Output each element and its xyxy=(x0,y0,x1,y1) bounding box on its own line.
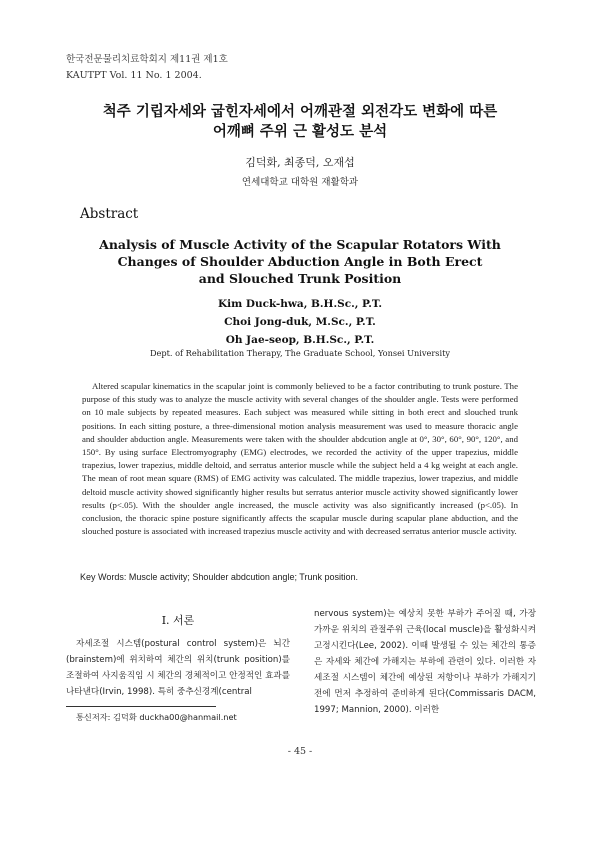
korean-title-line1: 척주 기립자세와 굽힌자세에서 어깨관절 외전각도 변화에 따른 xyxy=(102,103,498,120)
footnote-correspondence: 통신저자: 김덕화 duckha00@hanmail.net xyxy=(76,712,237,722)
page-number: - 45 - xyxy=(287,746,313,757)
english-title-line2: Changes of Shoulder Abduction Angle in Both Erect xyxy=(117,254,483,269)
section-heading-introduction: Ⅰ. 서론 xyxy=(161,614,195,627)
intro-text-right-column: nervous system)는 예상치 못한 부하가 주어질 때, 가장 가까운 위치의 관절주위 근육(local muscle)을 활성화시켜 고정시킨다(Lee, 2002). 이때 발생될 수 있는 체간의 통증은 자세와 체간에 가해지는 부하에 관련이 있다. 이러한 자세조절 시스템이 체간에 예상된 저항이나 부하가 가해지기 전에 먼저 추정하여 준비하게 된다(Commissaris DACM, 1997; Mannion, 2000). 이러한 xyxy=(314,609,536,715)
korean-authors: 김덕화, 최종덕, 오재섭 xyxy=(245,156,355,169)
journal-line-english: KAUTPT Vol. 11 No. 1 2004. xyxy=(66,70,202,81)
abstract-heading: Abstract xyxy=(80,206,139,222)
journal-line-korean: 한국전문물리치료학회지 제11권 제1호 xyxy=(66,54,228,65)
intro-text-left-column: 자세조절 시스템(postural control system)은 뇌간(brainstem)에 위치하여 체간의 위치(trunk position)를 조절하여 사지움직임 시 체간의 경체적이고 안정적인 효과를 나타낸다(Irvin, 1998). 특히 중추신경계(central xyxy=(66,639,290,697)
english-title xyxy=(60,236,540,287)
abstract-body: Altered scapular kinematics in the scapular joint is commonly believed to be a factor contributing to trunk posture. The purpose of this study was to analyze the muscle activity with several changes of the shoulder angle. Tests were performed on 10 male subjects by repeated measures. Each subject was measured while sitting in both erect and slouched trunk positions. In each sitting posture, a three-dimensional motion analysis measurement was used to measure thoracic angle and shoulder abduction angle. Measurements were taken with the shoulder abdcution angle at 0°, 30°, 60°, 90°, 120°, and 150°. By using surface Electromyography (EMG) electrodes, we recorded the activity of the upper trapezius, middle trapezius, lower trapezius, middle deltoid, and serratus anterior muscle while the subject held a 4 kg weight at each angle. The mean of root mean square (RMS) of EMG activity was calculated. The middle trapezius, lower trapezius, and middle deltoid muscle activity showed significantly higher results but serratus anterior muscle activity showed significantly lower results (p<.05). With the shoulder angle increased, the muscle activity was also significantly increased (p<.05). In conclusion, the thoracic spine posture significantly affects the scapular muscle during scapular plane abduction, and the slouched posture is associated with increased trapezius muscle activity and with decreased serratus anterior muscle activity. xyxy=(82,381,518,537)
english-affiliation: Dept. of Rehabilitation Therapy, The Graduate School, Yonsei University xyxy=(149,348,451,358)
english-title-line1: Analysis of Muscle Activity of the Scapular Rotators With xyxy=(99,237,501,252)
english-author-1: Kim Duck-hwa, B.H.Sc., P.T. xyxy=(218,298,382,310)
english-title-line3: and Slouched Trunk Position xyxy=(198,271,402,286)
korean-title xyxy=(40,102,560,142)
footnote-divider xyxy=(66,706,216,707)
korean-title-line2: 어깨뼈 주위 근 활성도 분석 xyxy=(212,123,388,140)
journal-header xyxy=(66,52,228,84)
korean-affiliation: 연세대학교 대학원 재활학과 xyxy=(241,177,359,188)
keywords: Key Words: Muscle activity; Shoulder abdcution angle; Trunk position. xyxy=(80,572,358,582)
english-author-2: Choi Jong-duk, M.Sc., P.T. xyxy=(224,316,376,328)
english-author-3: Oh Jae-seop, B.H.Sc., P.T. xyxy=(225,334,375,346)
